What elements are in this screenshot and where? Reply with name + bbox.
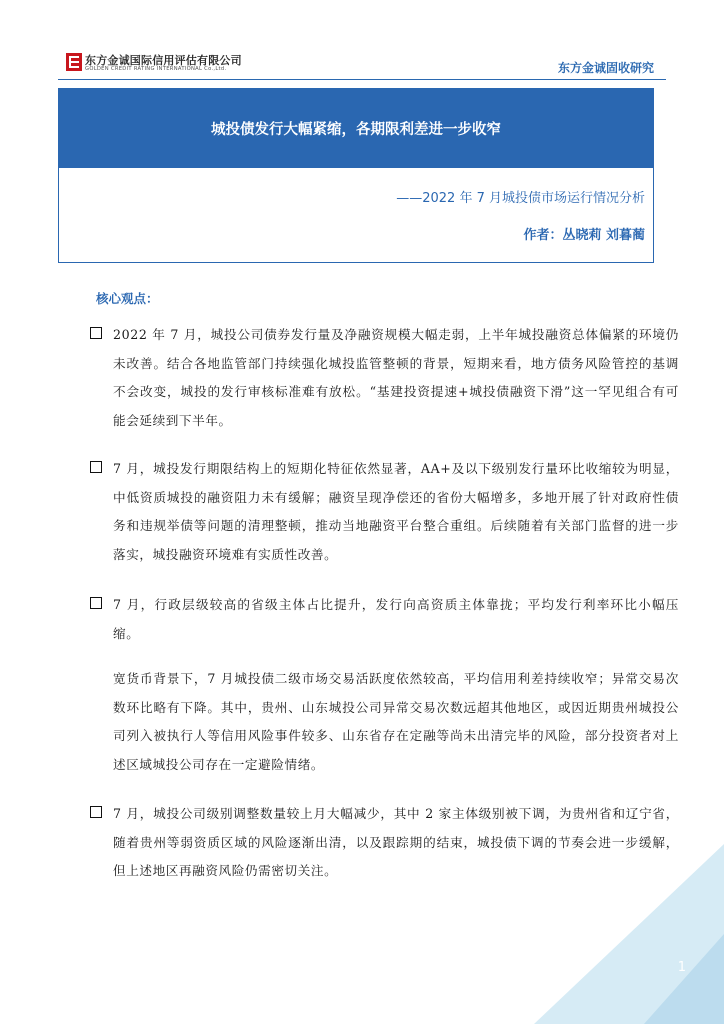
company-logo — [66, 52, 266, 76]
key-point-text: 宽货币背景下，7 月城投债二级市场交易活跃度依然较高，平均信用利差持续收窄；异常交易次数环比略有下降。其中，贵州、山东城投公司异常交易次数远超其他地区，或因近期贵州城投公司列入被执行人等信用风险事件较多、山东省存在定融等尚未出清完毕的风险，部分投资者对上述区域城投公司存在一定避险情绪。 — [113, 671, 679, 772]
key-point-text: 7 月，城投公司级别调整数量较上月大幅减少，其中 2 家主体级别被下调，为贵州省和辽宁省，随着贵州等弱资质区域的风险逐渐出清，以及跟踪期的结束，城投债下调的节奏会进一步缓解，但上述地区再融资风险仍需密切关注。 — [113, 806, 679, 878]
checkbox-bullet-icon — [90, 806, 102, 818]
company-name-cn: 东方金诚国际信用评估有限公司 — [85, 54, 242, 67]
subtitle-box — [58, 168, 654, 263]
report-authors: 作者：丛晓莉 刘暮蔺 — [523, 228, 645, 243]
title-banner — [58, 88, 654, 168]
report-title: 城投债发行大幅紧缩，各期限利差进一步收窄 — [211, 122, 501, 138]
header-divider — [58, 79, 666, 80]
corner-decoration — [454, 764, 724, 1024]
key-point — [88, 321, 679, 435]
section-heading: 核心观点： — [96, 291, 159, 306]
key-point-text: 2022 年 7 月，城投公司债券发行量及净融资规模大幅走弱，上半年城投融资总体偏紧的环境仍未改善。结合各地监管部门持续强化城投监管整顿的背景，短期来看，地方债务风险管控的基调不会改变，城投的发行审核标准难有放松。“基建投资提速+城投债融资下滑”这一罕见组合有可能会延续到下半年。 — [113, 327, 679, 428]
checkbox-bullet-icon — [90, 461, 102, 473]
header-research-label: 东方金诚固收研究 — [557, 61, 654, 75]
key-point-text: 7 月，城投发行期限结构上的短期化特征依然显著，AA+及以下级别发行量环比收缩较为明显，中低资质城投的融资阻力未有缓解；融资呈现净偿还的省份大幅增多，多地开展了针对政府性债务和违规举债等问题的清理整顿，推动当地融资平台整合重组。后续随着有关部门监督的进一步落实，城投融资环境难有实质性改善。 — [113, 461, 679, 562]
page-number: 1 — [677, 960, 686, 975]
logo-mark-icon — [66, 53, 82, 71]
key-point — [88, 455, 679, 569]
checkbox-bullet-icon — [90, 597, 102, 609]
company-name-en: GOLDEN CREDIT RATING INTERNATIONAL Co.,Ltd. — [85, 66, 227, 72]
report-subtitle: ——2022 年 7 月城投债市场运行情况分析 — [396, 191, 645, 206]
checkbox-bullet-icon — [90, 327, 102, 339]
key-point — [88, 665, 679, 779]
key-point — [88, 591, 679, 648]
key-point-text: 7 月，行政层级较高的省级主体占比提升，发行向高资质主体靠拢；平均发行利率环比小幅压缩。 — [113, 597, 679, 641]
